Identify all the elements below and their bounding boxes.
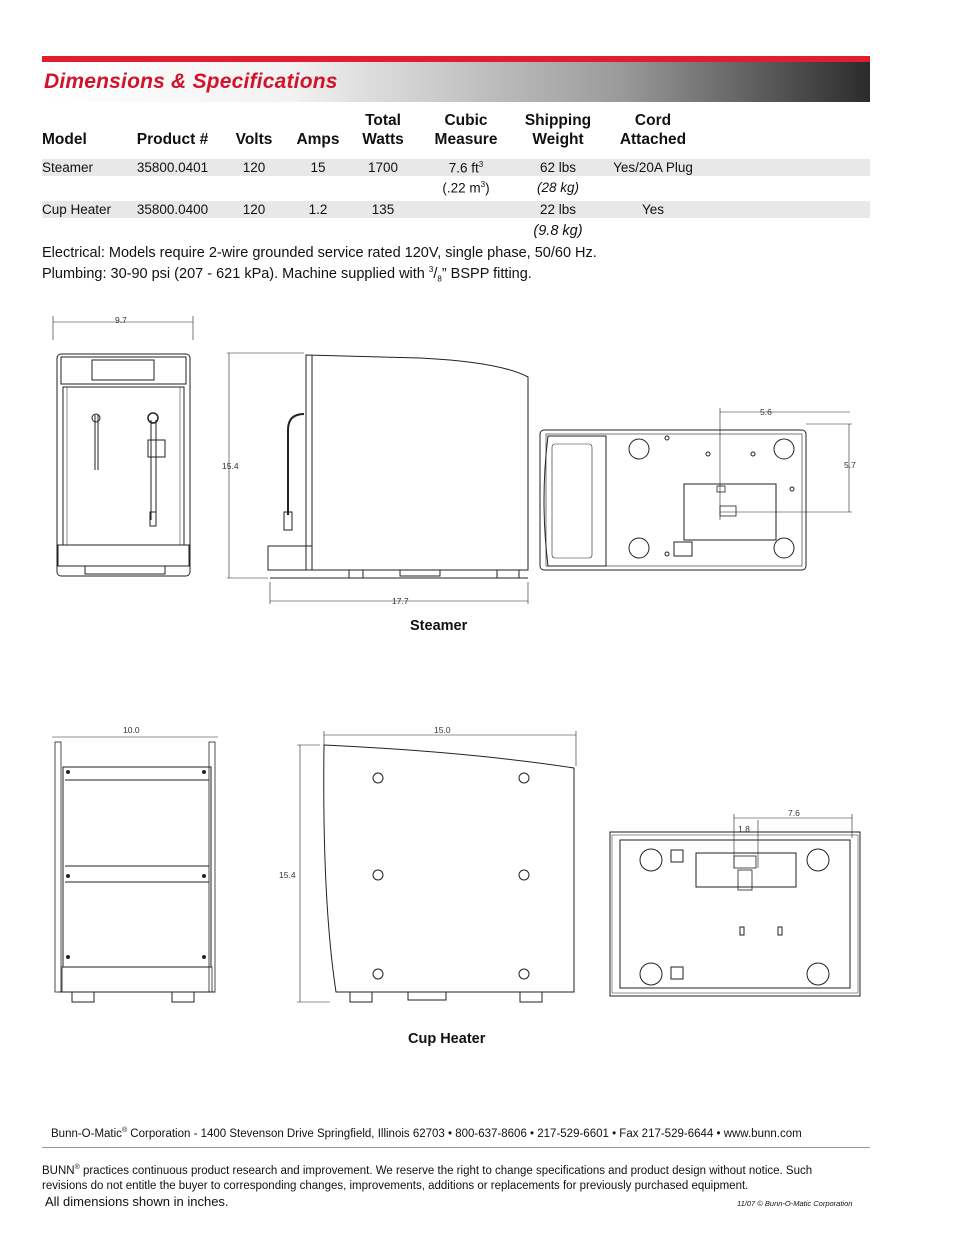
cup-heater-height-label: 15.4 [279, 870, 296, 880]
col-cord-header-top: Cord [634, 112, 672, 129]
copyright: 11/07 © Bunn-O-Matic Corporation [737, 1199, 853, 1208]
row1-volts: 120 [242, 160, 266, 175]
electrical-spec: Electrical: Models require 2-wire grounded service rated 120V, single phase, 50/60 Hz. [42, 245, 597, 261]
row1-ship: 62 lbs [539, 160, 577, 175]
row1-cubic-metric-value: (.22 m [442, 180, 481, 196]
row2-volts: 120 [242, 202, 266, 217]
plumbing-text: Plumbing: 30-90 psi (207 - 621 kPa). Machine supplied with [42, 265, 429, 282]
col-cubic-header-bottom: Measure [434, 131, 498, 148]
notice-text-1: practices continuous product research and improvement. We reserve the right to change specifications and product design without notice. Such [79, 1164, 813, 1177]
page-title: Dimensions & Specifications [44, 70, 338, 93]
row1-cord: Yes/20A Plug [613, 160, 693, 175]
row1-amps: 15 [310, 160, 326, 175]
row1-cubic-metric-close: ) [485, 180, 490, 196]
row1-ship-metric: (28 kg) [536, 180, 580, 195]
col-volts-header: Volts [235, 131, 273, 148]
col-ship-header-bottom: Weight [532, 131, 584, 148]
plumbing-fitting: ” BSPP fitting. [441, 265, 532, 282]
row1-model: Steamer [42, 160, 94, 175]
notice-brand: BUNN [42, 1164, 75, 1177]
row2-product: 35800.0400 [136, 202, 209, 217]
company-name: Bunn-O-Matic [51, 1127, 122, 1140]
steamer-height-label: 15.4 [222, 461, 239, 471]
row1-cubic-sup: 3 [478, 160, 484, 169]
row2-ship-metric: (9.8 kg) [533, 223, 583, 239]
col-product-header: Product # [136, 131, 209, 148]
col-watts-header-top: Total [365, 112, 401, 129]
cup-heater-top-dim-a-label: 7.6 [788, 808, 800, 818]
company-reg-mark: ® [121, 1127, 128, 1134]
col-cubic-header-top: Cubic [444, 112, 488, 129]
footer-divider [42, 1147, 870, 1148]
col-cord-header-bottom: Attached [619, 131, 687, 148]
col-model-header: Model [42, 131, 87, 148]
steamer-front-width-label: 9.7 [115, 315, 127, 325]
steamer-depth-label: 17.7 [392, 596, 409, 606]
row2-cord: Yes [641, 202, 665, 217]
row2-model: Cup Heater [42, 202, 112, 217]
cup-heater-front-view [52, 737, 218, 1002]
steamer-front-view [53, 316, 193, 576]
row1-cubic-metric-sup: 3 [480, 180, 486, 189]
company-contact: Corporation - 1400 Stevenson Drive Springfield, Illinois 62703 • 800-637-8606 • 217-529-6601 • Fax 217-529-6644 • www.bunn.com [127, 1127, 802, 1140]
row1-cubic-value: 7.6 ft [448, 160, 479, 176]
row2-ship: 22 lbs [539, 202, 577, 217]
plumbing-spec: Plumbing: 30-90 psi (207 - 621 kPa). Machine supplied with $^3/_8$” BSPP fitting. [42, 265, 532, 284]
cup-heater-top-view [610, 814, 860, 996]
notice-reg-mark: ® [74, 1164, 80, 1171]
notice-line-1 [42, 1160, 812, 1179]
col-ship-header-top: Shipping [524, 112, 592, 129]
notice-line-2: revisions do not entitle the buyer to corresponding changes, improvements, additions or replacements for previously purchased equipment. [42, 1179, 749, 1192]
row1-watts: 1700 [367, 160, 399, 175]
steamer-side-view [227, 353, 528, 604]
steamer-top-view [540, 408, 852, 570]
steamer-caption: Steamer [410, 618, 468, 634]
company-address [51, 1127, 802, 1140]
col-watts-header-bottom: Watts [362, 131, 404, 148]
row2-watts: 135 [371, 202, 395, 217]
steamer-top-dim-b-label: 5.7 [844, 460, 856, 470]
cup-heater-front-width-label: 10.0 [123, 725, 140, 735]
row1-product: 35800.0401 [136, 160, 209, 175]
cup-heater-top-dim-b-label: 1.8 [738, 824, 750, 834]
row2-amps: 1.2 [308, 202, 328, 217]
cup-heater-caption: Cup Heater [408, 1031, 486, 1047]
cup-heater-side-width-label: 15.0 [434, 725, 451, 735]
notice [42, 1160, 812, 1194]
fraction-denominator: 8 [437, 274, 442, 284]
cup-heater-side-view [297, 731, 576, 1002]
fraction-numerator: 3 [428, 265, 434, 274]
dimensions-note: All dimensions shown in inches. [45, 1194, 229, 1209]
steamer-top-dim-a-label: 5.6 [760, 407, 772, 417]
col-amps-header: Amps [296, 131, 340, 148]
